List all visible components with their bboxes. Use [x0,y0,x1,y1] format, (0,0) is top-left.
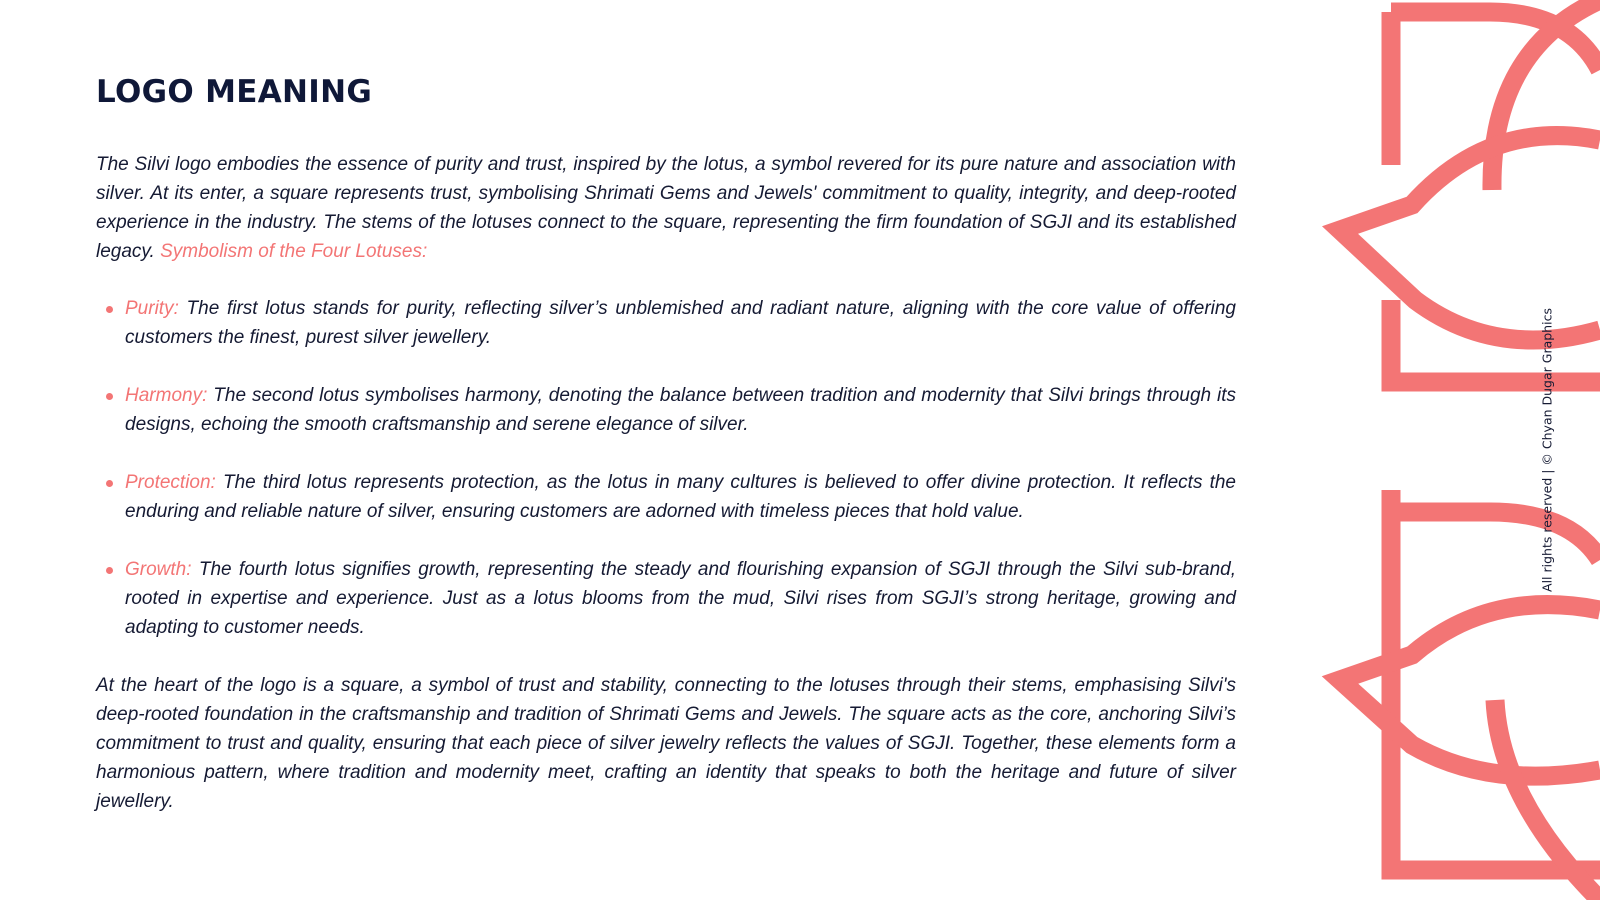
bullet-label: Purity: [125,298,179,319]
bullet-label: Growth: [125,559,192,580]
lotus-symbolism-list [96,294,1236,642]
list-item [96,294,1236,352]
page-title: LOGO MEANING [96,74,373,110]
bullet-label: Harmony: [125,385,208,406]
bullet-text: The fourth lotus signifies growth, representing the steady and flourishing expansion of SGJI through the Silvi sub-brand, rooted in expertise and experience. Just as a lotus blooms from the mud, Silvi rises from SGJI’s strong heritage, growing and adapting to customer needs. [125,559,1236,638]
lotus-logo-pattern-icon [1300,0,1600,900]
main-content [96,74,1236,816]
bullet-text: The third lotus represents protection, as the lotus in many cultures is believed to offer divine protection. It reflects the enduring and reliable nature of silver, ensuring customers are adorned with timeless pieces that hold value. [125,472,1237,522]
list-item [96,555,1236,642]
intro-accent-heading: Symbolism of the Four Lotuses: [160,241,428,262]
bullet-icon [106,393,113,400]
bullet-text: The first lotus stands for purity, reflecting silver’s unblemished and radiant nature, aligning with the core value of offering customers the finest, purest silver jewellery. [125,298,1236,348]
intro-paragraph [96,150,1236,266]
copyright-credit: All rights reserved | © Chyan Dugar Graphics [1539,308,1555,592]
bullet-icon [106,567,113,574]
intro-text: The Silvi logo embodies the essence of purity and trust, inspired by the lotus, a symbol revered for its pure nature and association with silver. At its enter, a square represents trust, symbolising Shrimati Gems and Jewels' commitment to quality, integrity, and deep-rooted experience in the industry. The stems of the lotuses connect to the square, representing the firm foundation of SGJI and its established legacy. [96,154,1236,262]
list-item [96,381,1236,439]
list-item [96,468,1236,526]
closing-paragraph: At the heart of the logo is a square, a symbol of trust and stability, connecting to the lotuses through their stems, emphasising Silvi's deep-rooted foundation in the craftsmanship and tradition of Shrimati Gems and Jewels. The square acts as the core, anchoring Silvi’s commitment to trust and quality, ensuring that each piece of silver jewelry reflects the values of SGJI. Together, these elements form a harmonious pattern, where tradition and modernity meet, crafting an identity that speaks to both the heritage and future of silver jewellery. [96,675,1236,812]
bullet-text: The second lotus symbolises harmony, denoting the balance between tradition and modernity that Silvi brings through its designs, echoing the smooth craftsmanship and serene elegance of silver. [125,385,1236,435]
bullet-icon [106,480,113,487]
bullet-icon [106,306,113,313]
bullet-label: Protection: [125,472,216,493]
